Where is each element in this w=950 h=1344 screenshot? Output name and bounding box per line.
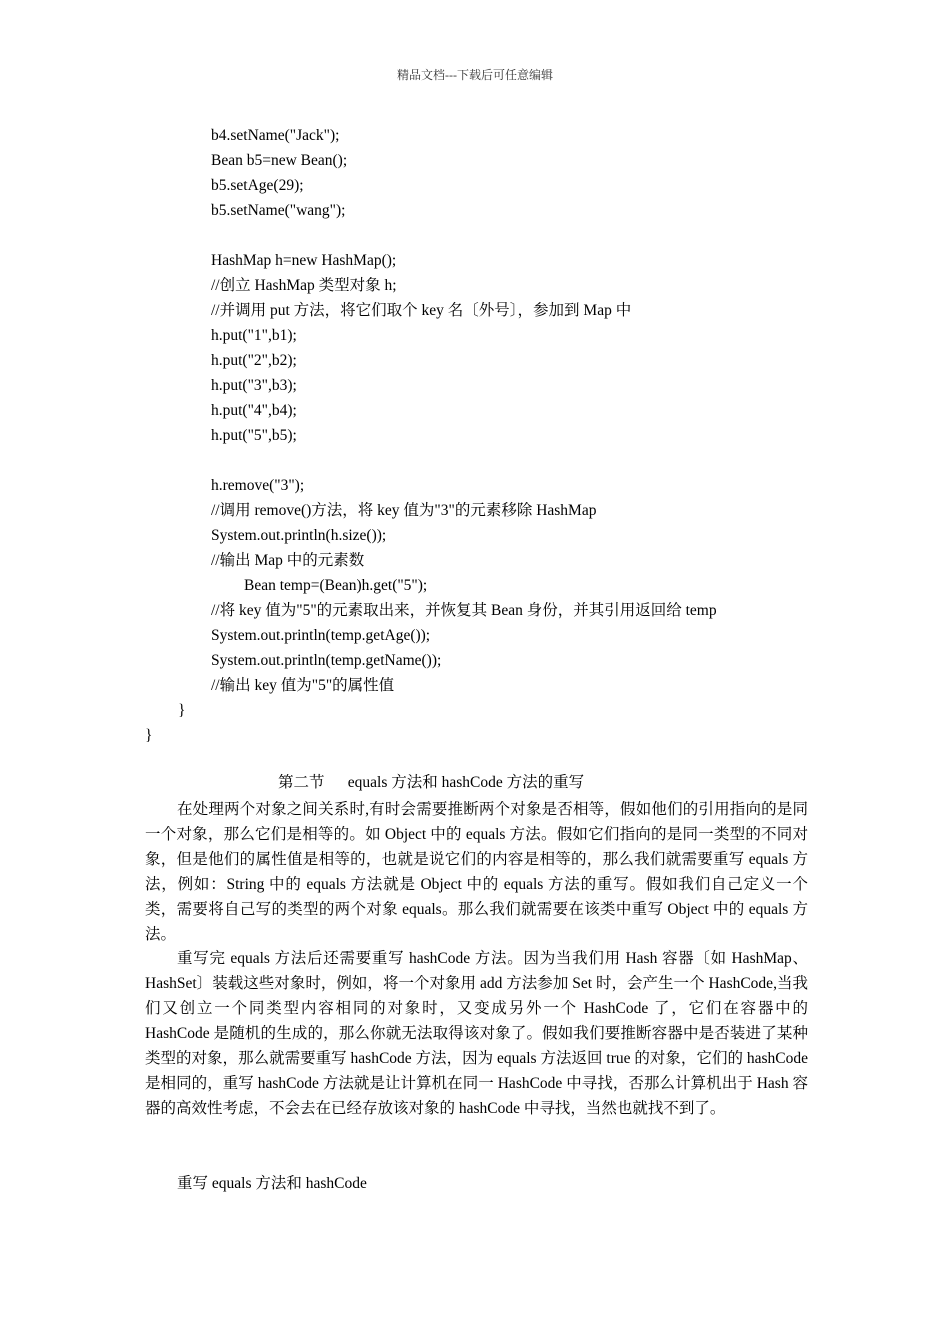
code-comment: //输出 key 值为"5"的属性值 <box>211 677 395 694</box>
code-comment: //创立 HashMap 类型对象 h; <box>211 277 397 294</box>
code-line: h.put("1",b1); <box>211 327 297 344</box>
code-line: h.put("3",b3); <box>211 377 297 394</box>
code-line: h.put("5",b5); <box>211 427 297 444</box>
page-header: 精品文档---下载后可任意编辑 <box>397 68 553 82</box>
paragraph: 重写完 equals 方法后还需要重写 hashCode 方法。因为当我们用 Hash 容器〔如 HashMap、HashSet〕装载这些对象时，例如，将一个对象用 add 方法参加 Set 时，会产生一个 HashCode,当我们又创立一个同类型内容相同的对象时，又变成另外一个 HashCode 了，它们在容器中的 HashCode 是随机的生成的，那么你就无法取得该对象了。假如我们要推断容器中是否装进了某种类型的对象，那么就需要重写 hashCode 方法，因为 equals 方法返回 true 的对象，它们的 hashCode 是相同的，重写 hashCode 方法就是让计算机在同一 HashCode 中寻找，否那么计算机出于 Hash 容器的高效性考虑，不会去在已经存放该对象的 hashCode 中寻找，当然也就找不到了。 <box>145 950 808 1117</box>
code-closing-brace: } <box>178 702 186 719</box>
paragraph: 在处理两个对象之间关系时,有时会需要推断两个对象是否相等，假如他们的引用指向的是同一个对象，那么它们是相等的。如 Object 中的 equals 方法。假如它们指向的是同一类型的不同对象，但是他们的属性值是相等的，也就是说它们的内容是相等的，那么我们就需要重写 equals 方法，例如：String 中的 equals 方法就是 Object 中的 equals 方法的重写。假如我们自己定义一个类，需要将自己写的类型的两个对象 equals。那么我们就需要在该类中重写 Object 中的 equals 方法。 <box>145 801 808 943</box>
code-line: Bean temp=(Bean)h.get("5"); <box>244 577 428 594</box>
section-title: 第二节 equals 方法和 hashCode 方法的重写 <box>278 774 585 791</box>
code-comment: //输出 Map 中的元素数 <box>211 552 365 569</box>
code-closing-brace: } <box>145 727 153 744</box>
code-line: System.out.println(temp.getAge()); <box>211 627 431 644</box>
code-line: b5.setName("wang"); <box>211 202 346 219</box>
code-line: HashMap h=new HashMap(); <box>211 252 397 269</box>
subheading-paragraph: 重写 equals 方法和 hashCode <box>177 1175 367 1192</box>
code-comment: //调用 remove()方法，将 key 值为"3"的元素移除 HashMap <box>211 502 597 519</box>
code-line: b4.setName("Jack"); <box>211 127 340 144</box>
code-line: h.put("2",b2); <box>211 352 297 369</box>
code-comment: //将 key 值为"5"的元素取出来，并恢复其 Bean 身份，并其引用返回给 temp <box>211 602 717 619</box>
code-line: System.out.println(temp.getName()); <box>211 652 442 669</box>
code-line: h.remove("3"); <box>211 477 305 494</box>
code-line: h.put("4",b4); <box>211 402 297 419</box>
code-line: b5.setAge(29); <box>211 177 304 194</box>
code-line: Bean b5=new Bean(); <box>211 152 348 169</box>
code-line: System.out.println(h.size()); <box>211 527 387 544</box>
code-comment: //并调用 put 方法，将它们取个 key 名〔外号〕，参加到 Map 中 <box>211 302 632 319</box>
